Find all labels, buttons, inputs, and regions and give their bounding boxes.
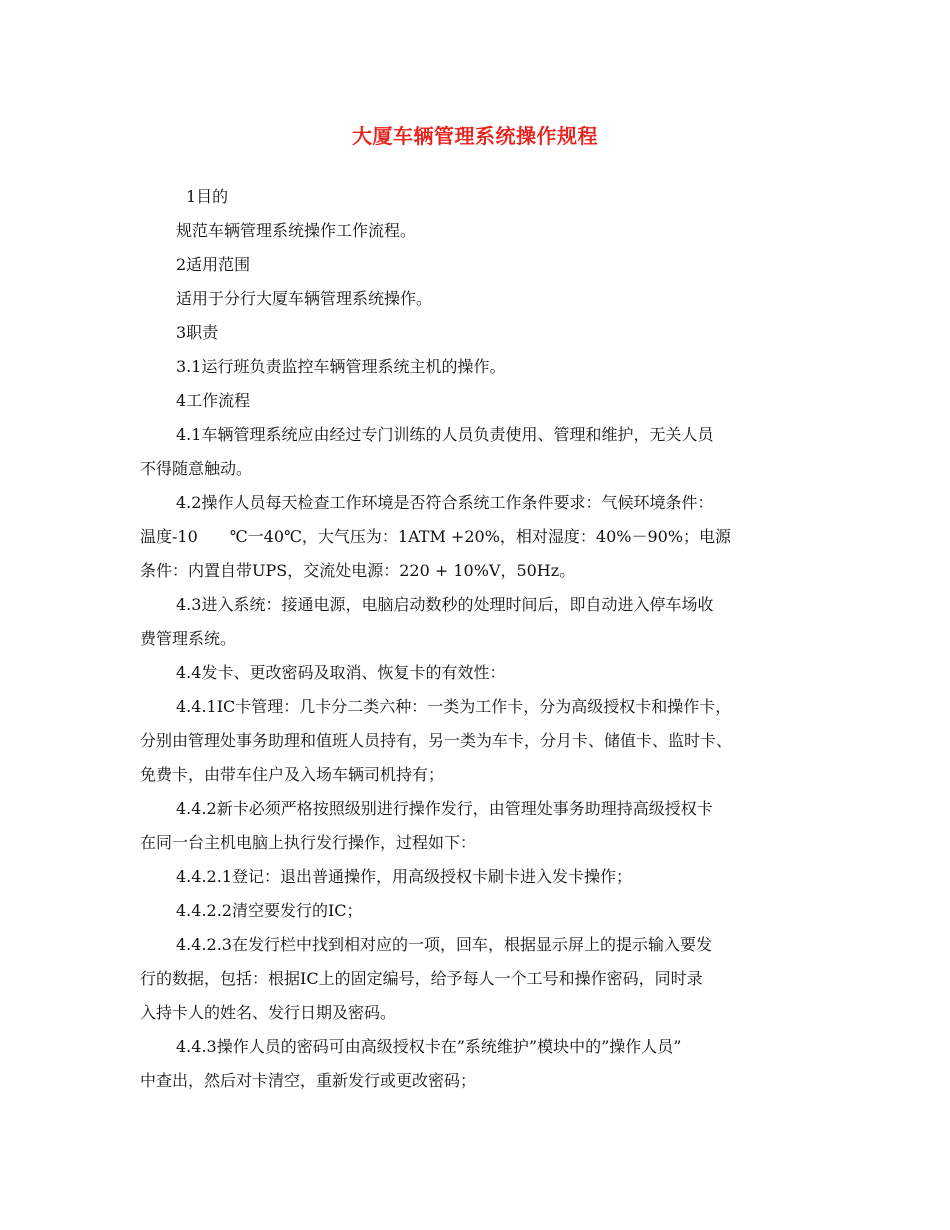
paragraph-line: 4.4.2新卡必须严格按照级别进行操作发行，由管理处事务助理持高级授权卡 <box>176 799 713 818</box>
paragraph-line: 温度-10 ℃一40℃，大气压为：1ATM +20%，相对湿度：40%－90%；电源 <box>140 527 732 546</box>
paragraph-line: 4.4.3操作人员的密码可由高级授权卡在”系统维护”模块中的”操作人员” <box>176 1037 682 1056</box>
paragraph-line: 不得随意触动。 <box>140 459 253 478</box>
paragraph-line: 4.2操作人员每天检查工作环境是否符合系统工作条件要求：气候环境条件： <box>176 493 714 512</box>
section-heading-workflow: 4工作流程 <box>176 391 251 410</box>
paragraph-line: 条件：内置自带UPS，交流处电源：220 + 10%V，50Hz。 <box>140 561 576 580</box>
paragraph-line: 4.3进入系统：接通电源，电脑启动数秒的处理时间后，即自动进入停车场收 <box>176 595 714 614</box>
paragraph-line: 入持卡人的姓名、发行日期及密码。 <box>140 1003 397 1022</box>
section-heading-purpose: 1目的 <box>186 187 229 206</box>
section-heading-duties: 3职责 <box>176 323 219 342</box>
paragraph-line: 4.1车辆管理系统应由经过专门训练的人员负责使用、管理和维护，无关人员 <box>176 425 714 444</box>
paragraph-line: 4.4.1IC卡管理：几卡分二类六种：一类为工作卡，分为高级授权卡和操作卡， <box>176 697 732 716</box>
paragraph-line: 在同一台主机电脑上执行发行操作，过程如下： <box>140 833 477 852</box>
paragraph-line: 费管理系统。 <box>140 629 237 648</box>
paragraph-line: 分别由管理处事务助理和值班人员持有，另一类为车卡，分月卡、储值卡、监时卡、 <box>140 731 733 750</box>
paragraph-line: 4.4发卡、更改密码及取消、恢复卡的有效性： <box>176 663 506 682</box>
paragraph-line: 4.4.2.2清空要发行的IC； <box>176 901 363 920</box>
document-title: 大厦车辆管理系统操作规程 <box>352 124 598 148</box>
paragraph-line: 4.4.2.3在发行栏中找到相对应的一项，回车，根据显示屏上的提示输入要发 <box>176 935 712 954</box>
paragraph-line: 3.1运行班负责监控车辆管理系统主机的操作。 <box>176 357 506 376</box>
paragraph-line: 适用于分行大厦车辆管理系统操作。 <box>176 289 433 308</box>
paragraph-line: 规范车辆管理系统操作工作流程。 <box>176 221 417 240</box>
paragraph-line: 免费卡，由带车住户及入场车辆司机持有； <box>140 765 445 784</box>
paragraph-line: 行的数据，包括：根据IC上的固定编号，给予每人一个工号和操作密码，同时录 <box>140 969 703 988</box>
paragraph-line: 4.4.2.1登记：退出普通操作，用高级授权卡刷卡进入发卡操作； <box>176 867 632 886</box>
document-body <box>140 180 820 1098</box>
section-heading-scope: 2适用范围 <box>176 255 251 274</box>
paragraph-line: 中查出，然后对卡清空，重新发行或更改密码； <box>140 1071 477 1090</box>
